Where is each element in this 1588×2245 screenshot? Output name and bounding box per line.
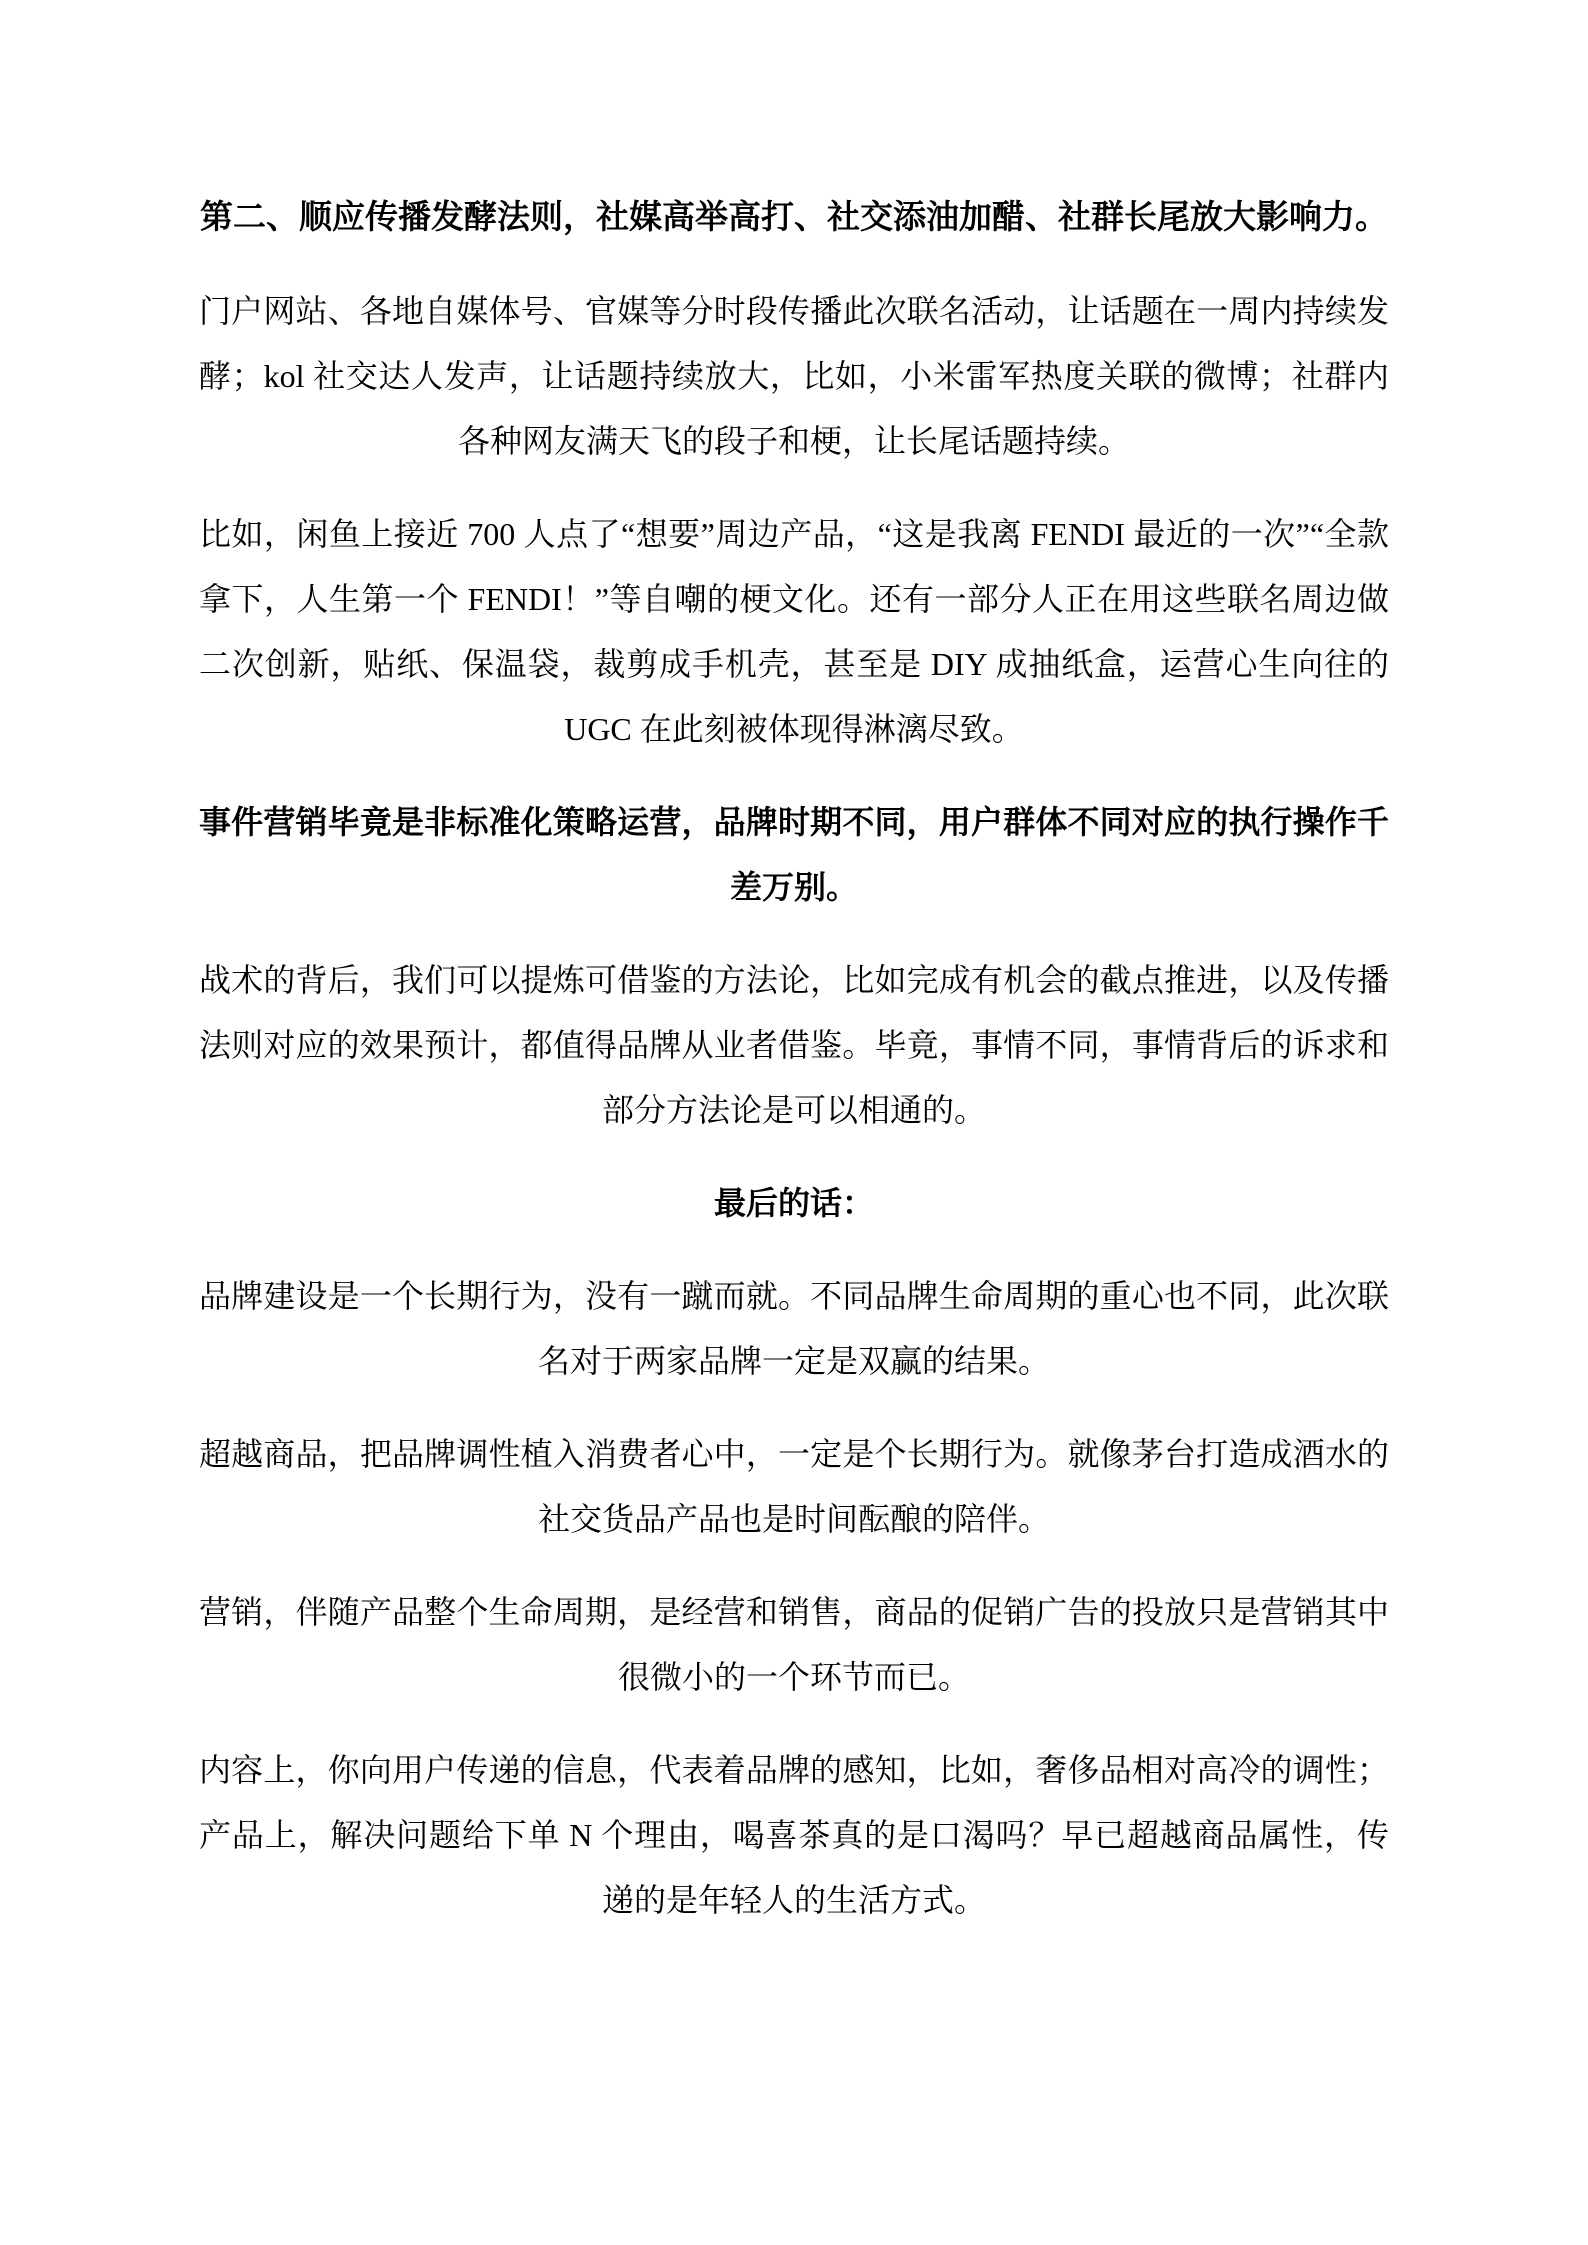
section-heading: 第二、顺应传播发酵法则，社媒高举高打、社交添油加醋、社群长尾放大影响力。 bbox=[200, 200, 1388, 236]
subheading-final-words: 最后的话： bbox=[713, 1185, 874, 1221]
paragraph-brand-building: 品牌建设是一个长期行为，没有一蹴而就。不同品牌生命周期的重心也不同，此次联名对于两家品牌一定是双赢的结果。 bbox=[199, 1278, 1389, 1379]
paragraph-xianyu-fendi-meme: 比如，闲鱼上接近 700 人点了“想要”周边产品，“这是我离 FENDI 最近的一次”“全款拿下，人生第一个 FENDI！”等自嘲的梗文化。还有一部分人正在用这些联名周边做二次创新，贴纸、保温袋，裁剪成手机壳，甚至是 DIY 成抽纸盒，运营心生向往的 UGC 在此刻被体现得淋漓尽致。 bbox=[199, 516, 1389, 747]
paragraph-content-and-product: 内容上，你向用户传递的信息，代表着品牌的感知，比如，奢侈品相对高冷的调性；产品上，解决问题给下单 N 个理由，喝喜茶真的是口渴吗？早已超越商品属性，传递的是年轻人的生活方式。 bbox=[199, 1752, 1389, 1918]
paragraph-media-spread: 门户网站、各地自媒体号、官媒等分时段传播此次联名活动，让话题在一周内持续发酵；kol 社交达人发声，让话题持续放大，比如，小米雷军热度关联的微博；社群内各种网友满天飞的段子和梗，让长尾话题持续。 bbox=[199, 293, 1389, 459]
paragraph-marketing-lifecycle: 营销，伴随产品整个生命周期，是经营和销售，商品的促销广告的投放只是营销其中很微小的一个环节而已。 bbox=[199, 1594, 1389, 1695]
paragraph-event-marketing-bold: 事件营销毕竟是非标准化策略运营，品牌时期不同，用户群体不同对应的执行操作千差万别。 bbox=[199, 804, 1389, 905]
paragraph-beyond-product: 超越商品，把品牌调性植入消费者心中，一定是个长期行为。就像茅台打造成酒水的社交货品产品也是时间酝酿的陪伴。 bbox=[199, 1436, 1389, 1537]
paragraph-tactics-methodology: 战术的背后，我们可以提炼可借鉴的方法论，比如完成有机会的截点推进，以及传播法则对应的效果预计，都值得品牌从业者借鉴。毕竟，事情不同，事情背后的诉求和部分方法论是可以相通的。 bbox=[199, 962, 1389, 1128]
